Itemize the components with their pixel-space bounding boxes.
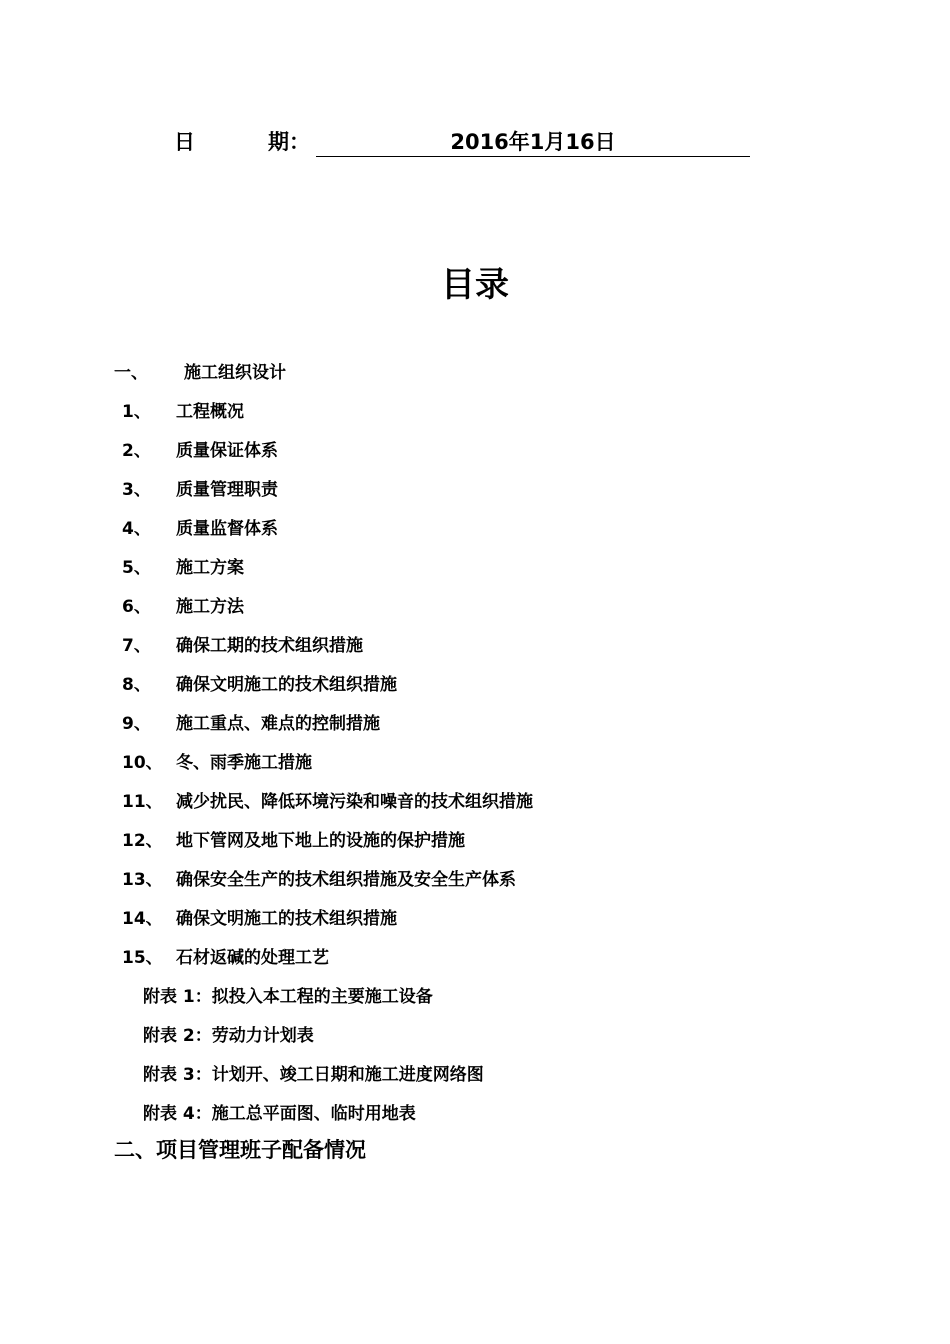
toc-item-num: 3、 — [122, 480, 151, 500]
toc-item-label: 确保安全生产的技术组织措施及安全生产体系 — [176, 870, 516, 890]
toc-appendix-3: 附表 3：计划开、竣工日期和施工进度网络图 — [143, 1065, 484, 1085]
toc-item-label: 质量管理职责 — [176, 480, 278, 500]
toc-item-num: 12、 — [122, 831, 163, 851]
date-label-char-1: 日 — [174, 130, 195, 154]
toc-section-1-num: 一、 — [114, 363, 148, 383]
toc-item-label: 工程概况 — [176, 402, 244, 422]
toc-item-num: 2、 — [122, 441, 151, 461]
toc-section-2: 二、项目管理班子配备情况 — [114, 1138, 366, 1162]
toc-item-label: 冬、雨季施工措施 — [176, 753, 312, 773]
toc-item-label: 减少扰民、降低环境污染和噪音的技术组织措施 — [176, 792, 533, 812]
toc-item-num: 7、 — [122, 636, 151, 656]
toc-item-num: 10、 — [122, 753, 163, 773]
date-value: 2016年1月16日 — [316, 128, 750, 157]
toc-item-num: 4、 — [122, 519, 151, 539]
toc-item-label: 石材返碱的处理工艺 — [176, 948, 329, 968]
toc-section-1-label: 施工组织设计 — [184, 363, 286, 383]
toc-item-label: 质量监督体系 — [176, 519, 278, 539]
toc-item-label: 质量保证体系 — [176, 441, 278, 461]
date-label-char-2: 期： — [268, 130, 310, 154]
toc-item-num: 13、 — [122, 870, 163, 890]
toc-item-label: 施工方案 — [176, 558, 244, 578]
toc-appendix-2: 附表 2：劳动力计划表 — [143, 1026, 314, 1046]
toc-item-num: 1、 — [122, 402, 151, 422]
toc-item-num: 5、 — [122, 558, 151, 578]
toc-item-num: 14、 — [122, 909, 163, 929]
toc-item-num: 15、 — [122, 948, 163, 968]
toc-appendix-4: 附表 4：施工总平面图、临时用地表 — [143, 1104, 416, 1124]
toc-item-label: 确保文明施工的技术组织措施 — [176, 909, 397, 929]
toc-item-num: 6、 — [122, 597, 151, 617]
toc-item-label: 施工方法 — [176, 597, 244, 617]
toc-title: 目录 — [441, 265, 509, 305]
toc-item-num: 11、 — [122, 792, 163, 812]
toc-item-num: 9、 — [122, 714, 151, 734]
toc-item-label: 地下管网及地下地上的设施的保护措施 — [176, 831, 465, 851]
toc-appendix-1: 附表 1：拟投入本工程的主要施工设备 — [143, 987, 433, 1007]
toc-item-label: 确保文明施工的技术组织措施 — [176, 675, 397, 695]
toc-item-label: 施工重点、难点的控制措施 — [176, 714, 380, 734]
toc-item-num: 8、 — [122, 675, 151, 695]
date-row — [174, 128, 754, 158]
toc-item-label: 确保工期的技术组织措施 — [176, 636, 363, 656]
